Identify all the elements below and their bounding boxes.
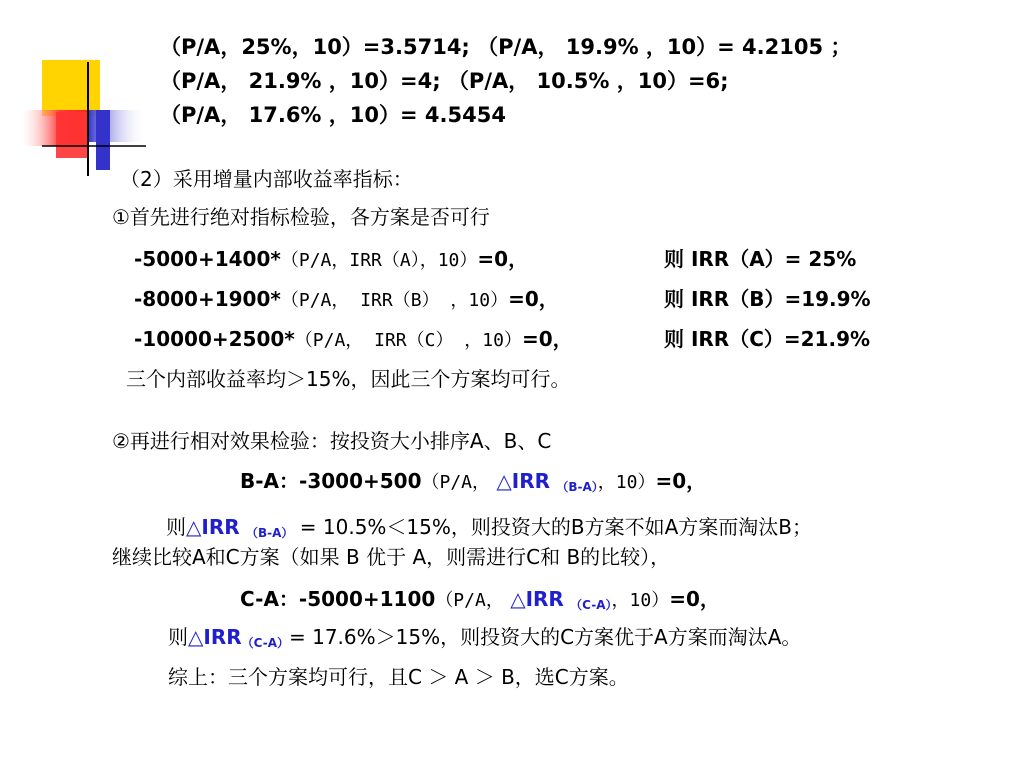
step2-title: （2）采用增量内部收益率指标： — [120, 167, 413, 191]
equation-b-rhs: =0， — [508, 287, 559, 311]
equation-b-result: 则 IRR（B）=19.9% — [664, 287, 871, 311]
ca-mid2: ，10） — [611, 590, 670, 611]
ca-mid: （P/A， — [435, 590, 504, 611]
ba-irr: △IRR — [496, 469, 550, 493]
ba-result-irr: △IRR — [186, 515, 240, 539]
ba-mid2: ，10） — [597, 472, 656, 493]
deco-blue-block — [96, 110, 110, 170]
ba-mid: （P/A， — [421, 472, 491, 493]
ca-result-subscript: （C-A） — [241, 636, 289, 650]
equation-a — [134, 246, 528, 274]
ba-result-pre: 则 — [166, 515, 186, 539]
equation-a-result: 则 IRR（A）= 25% — [664, 247, 857, 271]
ba-equation — [240, 468, 706, 500]
equation-a-lhs: -5000+1400* — [134, 247, 281, 271]
ca-result-rest: = 17.6%＞15%，则投资大的C方案优于A方案而淘汰A。 — [288, 625, 802, 649]
ca-rhs: =0， — [669, 587, 720, 611]
ca-result-irr: △IRR — [188, 625, 242, 649]
header-line-2: （P/A， 21.9% ，10）=4; （P/A， 10.5% ，10）=6; — [160, 69, 729, 93]
equation-a-rhs: =0， — [477, 247, 529, 271]
header-line-1: （P/A，25%，10）=3.5714; （P/A， 19.9% ，10）= 4.2105 ； — [160, 35, 852, 59]
equation-c — [134, 326, 573, 354]
equation-c-result: 则 IRR（C）=21.9% — [664, 327, 871, 351]
ba-subscript: （B-A） — [556, 480, 598, 494]
ba-result — [166, 514, 812, 546]
ba-result-subscript: （B-A） — [245, 526, 294, 540]
deco-red-block — [56, 112, 88, 158]
ba-continue: 继续比较A和C方案（如果 B 优于 A，则需进行C和 B的比较）， — [112, 545, 671, 569]
ca-equation — [240, 586, 720, 618]
equation-a-mid: （P/A，IRR（A），10） — [280, 250, 478, 271]
equation-c-mid: （P/A， IRR（C） ，10） — [294, 330, 522, 351]
ca-irr: △IRR — [510, 587, 564, 611]
step2-sub1: ①首先进行绝对指标检验，各方案是否可行 — [112, 205, 490, 229]
header-line-3: （P/A， 17.6% ，10）= 4.5454 — [160, 103, 506, 127]
step2-sub2: ②再进行相对效果检验：按投资大小排序A、B、C — [112, 429, 552, 453]
ba-result-rest: = 10.5%＜15%，则投资大的B方案不如A方案而淘汰B； — [299, 515, 812, 539]
ca-lhs: C-A：-5000+1100 — [240, 587, 436, 611]
equation-b-mid: （P/A， IRR（B） ，10） — [280, 290, 509, 311]
equation-c-rhs: =0， — [521, 327, 573, 351]
ba-rhs: =0， — [655, 469, 707, 493]
equation-b — [134, 286, 559, 314]
deco-yellow-square — [42, 60, 100, 116]
ca-result-pre: 则 — [168, 625, 188, 649]
equation-b-lhs: -8000+1900* — [134, 287, 281, 311]
corner-decoration — [0, 0, 150, 180]
summary: 综上：三个方案均可行，且C ＞ A ＞ B，选C方案。 — [168, 665, 629, 689]
equation-c-lhs: -10000+2500* — [134, 327, 295, 351]
ba-lhs: B-A：-3000+500 — [240, 469, 422, 493]
conclusion-1: 三个内部收益率均＞15%，因此三个方案均可行。 — [126, 367, 571, 391]
ca-subscript: （C-A） — [570, 598, 612, 612]
ca-result — [168, 624, 801, 656]
